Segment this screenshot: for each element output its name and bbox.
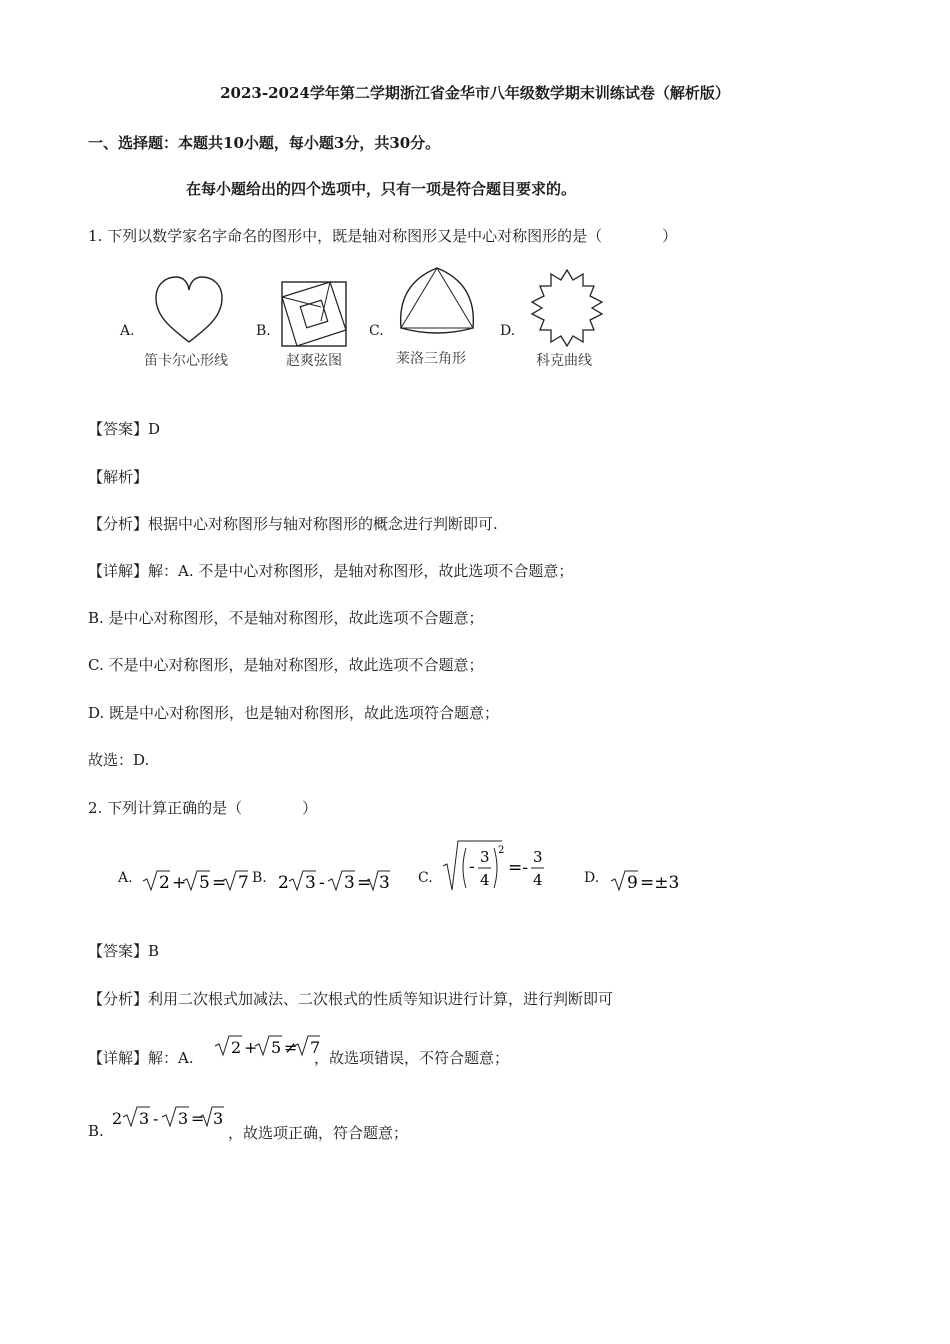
radicand: 3: [344, 873, 355, 893]
q1-option-b-caption: 赵爽弦图: [286, 353, 342, 369]
q1-option-a-letter: A.: [120, 323, 135, 339]
q1-analysis: 【分析】根据中心对称图形与轴对称图形的概念进行判断即可.: [88, 515, 498, 533]
radicand: 2: [159, 873, 170, 893]
operator: =: [191, 1109, 205, 1128]
operator: +: [172, 873, 187, 893]
page-title: 2023-2024学年第二学期浙江省金华市八年级数学期末训练试卷（解析版）: [220, 84, 730, 102]
q1-option-d-letter: D.: [500, 323, 516, 339]
radicand: 3: [379, 873, 390, 893]
q1-detail-line: D. 既是中心对称图形，也是轴对称图形，故此选项符合题意；: [88, 704, 500, 722]
q1-stem: 1. 下列以数学家名字命名的图形中，既是轴对称图形又是中心对称图形的是（ ）: [88, 227, 678, 245]
heart-curve-icon: [154, 276, 224, 344]
q2-option-d-formula: [610, 868, 680, 894]
q2-option-b-letter: B.: [252, 870, 267, 886]
q2-option-c-formula: [442, 840, 552, 896]
exponent: 2: [498, 845, 505, 856]
q2-option-d-letter: D.: [584, 870, 600, 886]
q2-detail-a-suffix: ，故选项错误，不符合题意；: [314, 1049, 510, 1067]
q2-detail-a-formula: [214, 1033, 321, 1059]
radicand: 3: [213, 1109, 224, 1128]
q1-detail-line: B. 是中心对称图形，不是轴对称图形，故此选项不合题意；: [88, 609, 484, 627]
operator: =: [212, 873, 227, 893]
q2-analysis: 【分析】利用二次根式加减法、二次根式的性质等知识进行计算，进行判断即可: [88, 990, 614, 1008]
section-heading: 一、选择题：本题共10小题，每小题3分，共30分。: [88, 134, 441, 152]
q1-detail-line: C. 不是中心对称图形，是轴对称图形，故此选项不合题意；: [88, 656, 484, 674]
operator: =-: [508, 858, 528, 878]
radicand: 3: [139, 1109, 150, 1128]
negative-sign: -: [469, 857, 475, 877]
result: =±3: [640, 873, 680, 893]
q2-detail-b-prefix: B.: [88, 1122, 104, 1140]
operator: =: [357, 873, 372, 893]
numerator: 3: [533, 848, 543, 866]
radicand: 2: [231, 1038, 242, 1057]
denominator: 4: [533, 871, 543, 889]
radicand: 9: [627, 873, 638, 893]
denominator: 4: [480, 871, 490, 889]
q2-detail-b-formula: [112, 1104, 222, 1130]
q2-answer: 【答案】B: [88, 942, 160, 960]
section-subheading: 在每小题给出的四个选项中，只有一项是符合题目要求的。: [186, 180, 577, 198]
radicand: 3: [178, 1109, 189, 1128]
q1-detail-line: 【详解】解：A. 不是中心对称图形，是轴对称图形，故此选项不合题意；: [88, 562, 574, 580]
q2-stem: 2. 下列计算正确的是（ ）: [88, 799, 318, 817]
radicand: 3: [305, 873, 316, 893]
not-equal-sign: ≠: [284, 1038, 298, 1057]
operator: -: [153, 1109, 159, 1128]
q1-option-c-letter: C.: [369, 323, 384, 339]
operator: +: [244, 1038, 258, 1057]
coefficient: 2: [112, 1109, 123, 1128]
koch-snowflake-icon: [526, 268, 608, 348]
numerator: 3: [480, 848, 490, 866]
q2-option-c-letter: C.: [418, 870, 433, 886]
q2-detail-b-suffix: ，故选项正确，符合题意；: [228, 1124, 409, 1142]
q1-option-b-letter: B.: [256, 323, 271, 339]
q2-option-a-letter: A.: [118, 870, 133, 886]
radicand: 7: [238, 873, 249, 893]
q1-jiexi: 【解析】: [88, 468, 149, 486]
q2-detail-a-prefix: 【详解】解：A.: [88, 1049, 194, 1067]
zhao-shuang-diagram-icon: [281, 281, 347, 347]
radicand: 5: [271, 1038, 282, 1057]
operator: -: [319, 873, 325, 893]
q1-detail-line: 故选：D.: [88, 751, 150, 769]
radicand: 5: [199, 873, 210, 893]
q2-option-a-formula: [142, 868, 249, 894]
radicand: 7: [310, 1038, 321, 1057]
reuleaux-triangle-icon: [395, 266, 479, 334]
q2-option-b-formula: [278, 868, 390, 894]
q1-answer: 【答案】D: [88, 420, 161, 438]
q1-option-a-caption: 笛卡尔心形线: [144, 353, 228, 369]
q1-option-d-caption: 科克曲线: [536, 353, 592, 369]
q1-option-c-caption: 莱洛三角形: [396, 351, 466, 367]
coefficient: 2: [278, 873, 289, 893]
